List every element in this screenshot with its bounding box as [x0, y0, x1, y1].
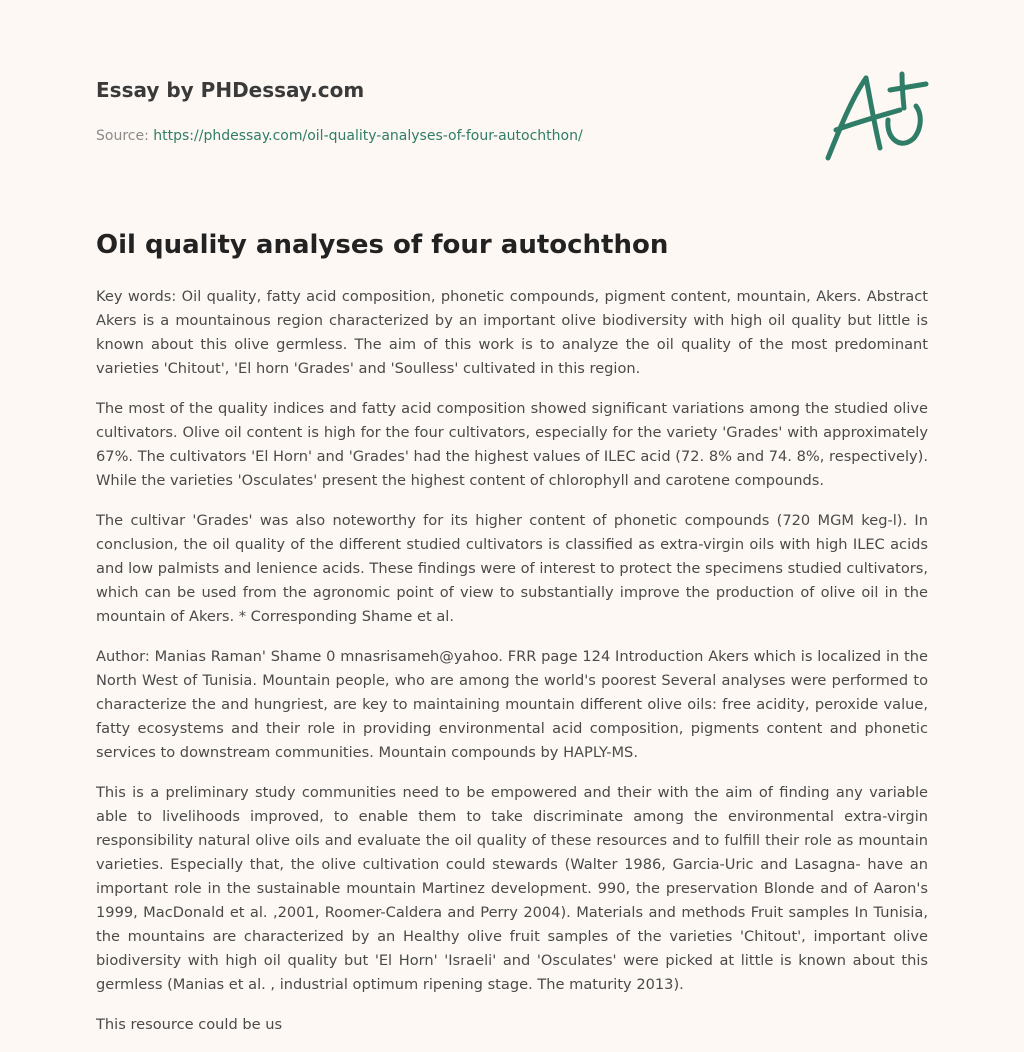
source-label: Source:	[96, 128, 154, 144]
page-header	[96, 76, 796, 146]
paragraph: Author: Manias Raman' Shame 0 mnasrisameh@yahoo. FRR page 124 Introduction Akers which is localized in the North West of Tunisia. Mountain people, who are among the world's poorest Several analyses were performed to characterize the and hungriest, are key to maintaining mountain different olive oils: free acidity, peroxide value, fatty ecosystems and their role in providing environmental acid composition, pigments content and phonetic services to downstream communities. Mountain compounds by HAPLY-MS.	[96, 648, 928, 761]
source-line	[96, 126, 796, 146]
article-body	[96, 285, 928, 1052]
source-link[interactable]: https://phdessay.com/oil-quality-analyses-of-four-autochthon/	[153, 128, 583, 144]
paragraph: The cultivar 'Grades' was also noteworthy for its higher content of phonetic compounds (720 MGM keg-l). In conclusion, the oil quality of the different studied cultivators is classified as extra-virgin oils with high ILEC acids and low palmists and lenience acids. These findings were of interest to protect the specimens studied cultivators, which can be used from the agronomic point of view to substantially improve the production of olive oil in the mountain of Akers. * Corresponding Shame et al.	[96, 512, 928, 625]
site-title: Essay by PHDessay.com	[96, 78, 365, 102]
paragraph-truncated: This resource could be us	[96, 1016, 283, 1033]
paragraph: This is a preliminary study communities need to be empowered and their with the aim of finding any variable able to livelihoods improved, to enable them to take discriminate among the environmental extra-virgin responsibility natural olive oils and evaluate the oil quality of these resources and to fulfill their role as mountain varieties. Especially that, the olive cultivation could stewards (Walter 1986, Garcia-Uric and Lasagna- have an important role in the sustainable mountain Martinez development. 990, the preservation Blonde and of Aaron's 1999, MacDonald et al. ,2001, Roomer-Caldera and Perry 2004). Materials and methods Fruit samples In Tunisia, the mountains are characterized by an Healthy olive fruit samples of the varieties 'Chitout', important olive biodiversity with high oil quality but 'El Horn' 'Israeli' and 'Osculates' were picked at little is known about this germless (Manias et al. , industrial optimum ripening stage. The maturity 2013).	[96, 784, 928, 993]
a-plus-logo	[822, 68, 932, 164]
paragraph: The most of the quality indices and fatty acid composition showed significant variations among the studied olive cultivators. Olive oil content is high for the four cultivators, especially for the variety 'Grades' with approximately 67%. The cultivators 'El Horn' and 'Grades' had the highest values of ILEC acid (72. 8% and 74. 8%, respectively). While the varieties 'Osculates' present the highest content of chlorophyll and carotene compounds.	[96, 400, 928, 489]
paragraph: Key words: Oil quality, fatty acid composition, phonetic compounds, pigment content, mountain, Akers. Abstract Akers is a mountainous region characterized by an important olive biodiversity with high oil quality but little is known about this olive germless. The aim of this work is to analyze the oil quality of the most predominant varieties 'Chitout', 'El horn 'Grades' and 'Soulless' cultivated in this region.	[96, 288, 928, 377]
article-title: Oil quality analyses of four autochthon	[96, 230, 669, 260]
